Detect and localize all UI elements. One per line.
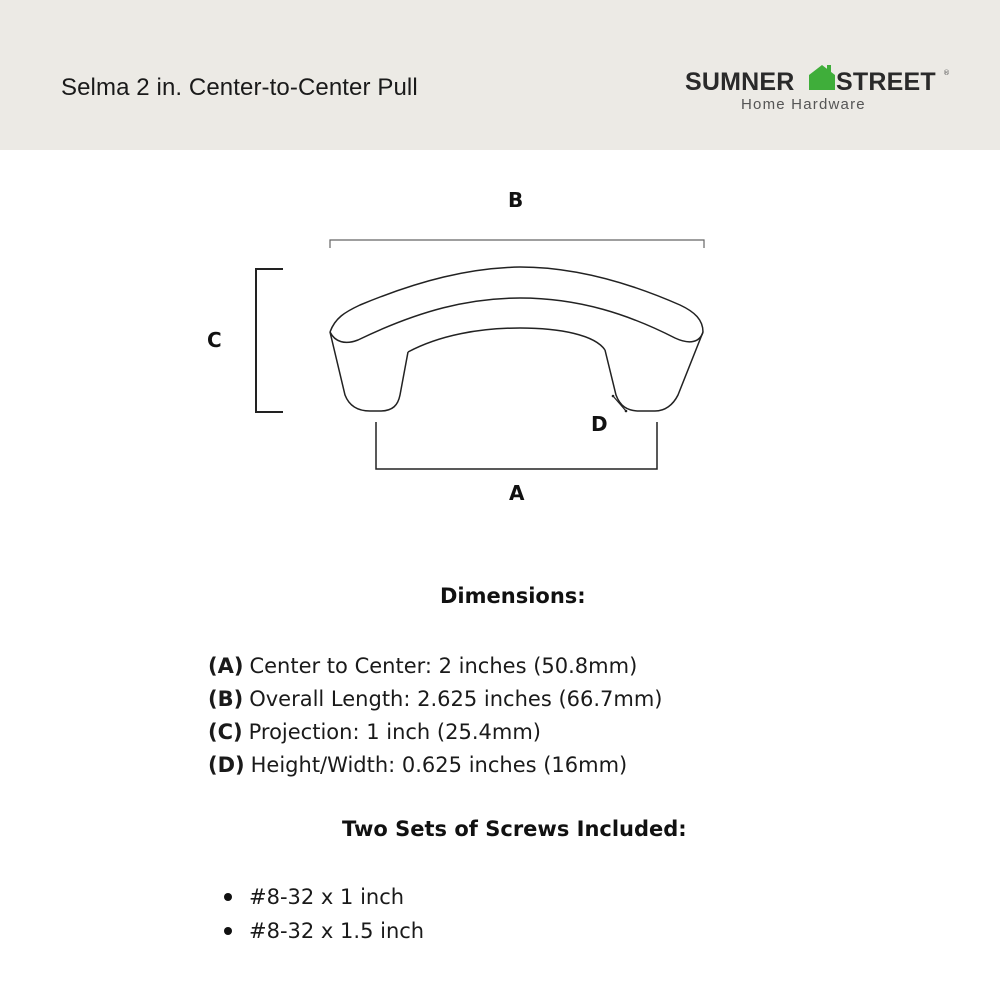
screws-list: [224, 880, 424, 948]
pull-drawing: [0, 150, 1000, 550]
dimension-item-a: (A) Center to Center: 2 inches (50.8mm): [208, 654, 638, 678]
label-b: B: [508, 188, 524, 212]
brand-logo: [684, 60, 954, 120]
product-title: Selma 2 in. Center-to-Center Pull: [61, 74, 418, 101]
house-icon: [808, 63, 836, 91]
logo-word-street: STREET: [836, 68, 936, 96]
bullet-icon: [224, 927, 232, 935]
dimension-bracket-a: [376, 422, 657, 469]
pull-left-leg: [330, 332, 408, 411]
logo-word-sumner: SUMNER: [685, 68, 795, 96]
pull-top-edge: [330, 267, 703, 332]
dimensions-heading: Dimensions:: [440, 584, 586, 608]
dimension-item-b: (B) Overall Length: 2.625 inches (66.7mm): [208, 687, 663, 711]
label-a: A: [509, 481, 525, 505]
label-c: C: [207, 328, 222, 352]
screws-heading: Two Sets of Screws Included:: [342, 817, 687, 841]
dimension-item-d: (D) Height/Width: 0.625 inches (16mm): [208, 753, 628, 777]
dimension-bracket-c: [256, 269, 283, 412]
pull-dimension-diagram: [0, 150, 1000, 550]
dimension-line-b: [330, 240, 704, 248]
pull-ridge: [330, 298, 703, 342]
screw-item: #8-32 x 1.5 inch: [224, 914, 424, 948]
dimensions-list: [208, 650, 663, 782]
pull-right-leg: [605, 332, 703, 411]
bullet-icon: [224, 893, 232, 901]
label-d: D: [591, 412, 608, 436]
logo-subtitle: Home Hardware: [741, 96, 866, 113]
screw-item: #8-32 x 1 inch: [224, 880, 424, 914]
registered-mark: ®: [943, 69, 950, 77]
dimension-item-c: (C) Projection: 1 inch (25.4mm): [208, 720, 541, 744]
dimension-arrow-d: [613, 396, 626, 411]
pull-underside: [408, 328, 605, 352]
header-banner: [0, 0, 1000, 150]
